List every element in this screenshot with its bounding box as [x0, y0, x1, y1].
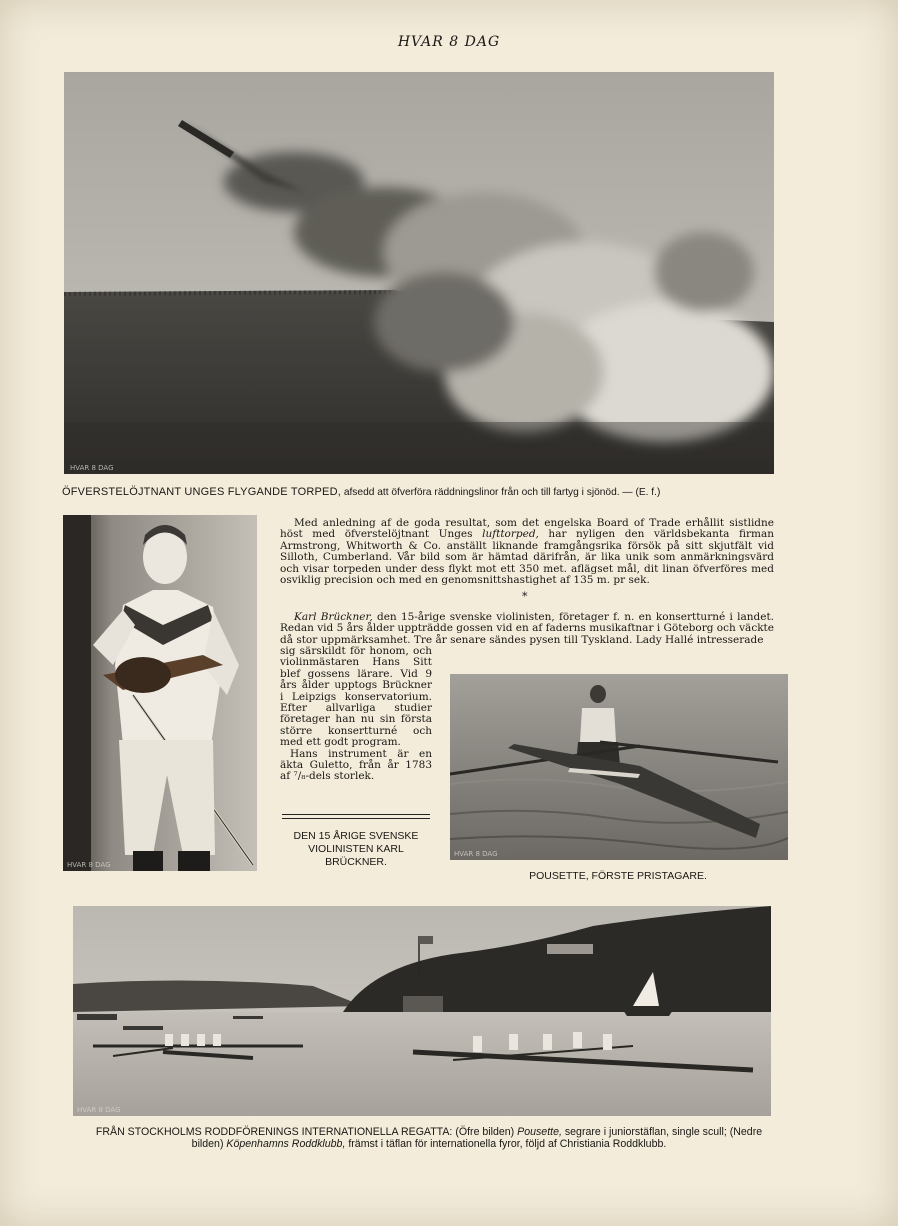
text-run: den 15-årige svenske violinisten, företager f. n. en konsertturné i landet. Redan vid 5 års ålder uppträdde gossen vid en af faderns musikaftnar i Göteborg och väckte då stor uppmärksamhet. Tre år senare sändes pysen till Tyskland. Lady Hallé intresserade: [280, 611, 774, 646]
narrow-paragraph: sig särskildt för honom, och violinmästaren Hans Sitt blef gossens lärare. Vid 9 års ålder upptogs Brückner i Leipzigs konservatorium. Efter allvarliga studier företager han nu sin första större konsertturné och med ett godt program.: [280, 645, 432, 749]
text-run-italic: Pousette,: [517, 1126, 562, 1138]
text-run: främst i täflan för internationella fyror, följd af Christiania Roddklubb.: [345, 1138, 667, 1150]
photo-watermark: HVAR 8 DAG: [70, 464, 114, 472]
violinist-article-paragraph: [280, 612, 774, 646]
violinist-name: Karl Brückner,: [294, 611, 373, 623]
text-run: (Öfre bilden): [452, 1126, 518, 1138]
section-separator: *: [522, 590, 528, 603]
torpedo-photo: [64, 72, 774, 474]
violinist-photo: [63, 515, 257, 871]
text-run-italic: lufttorped,: [482, 528, 539, 541]
regatta-caption-title: FRÅN STOCKHOLMS RODDFÖRENINGS INTERNATIONELLA REGATTA:: [95, 1126, 453, 1138]
photo-watermark: HVAR 8 DAG: [67, 861, 111, 869]
instrument-paragraph: Hans instrument är en äkta Guletto, från år 1783 af ⁷/₈-dels storlek.: [280, 747, 432, 783]
page-header: HVAR 8 DAG: [397, 34, 501, 50]
violinist-article-narrow: [280, 646, 432, 783]
rower-photo: [450, 674, 788, 860]
torpedo-article-paragraph: [280, 518, 774, 586]
violinist-caption: DEN 15 ÅRIGE SVENSKE VIOLINISTEN KARL BRÜCKNER.: [293, 830, 419, 868]
torpedo-article: [280, 518, 774, 586]
torpedo-caption-title: ÖFVERSTELÖJTNANT UNGES FLYGANDE TORPED,: [62, 486, 341, 498]
text-run: har nyligen den världsbekanta firman Armstrong, Whitworth & Co. anställt liknande framgångsrika försök på sitt skjutfält vid Silloth, Cumberland. Vår bild som är hämtad därifrån, är lika unik som anmärkningsvärd och visar torpeden under dess flykt mot ett 350 met. aflägset mål, dit linan öfverföres med osviklig precision och med en genomsnittshastighet af 135 m. pr sek.: [280, 528, 774, 587]
text-run: segrare i juniorstäflan, single scull; (Nedre bilden): [191, 1126, 763, 1150]
caption-rule: [282, 818, 430, 819]
violinist-article-intro: [280, 612, 774, 646]
regatta-photo: [73, 906, 771, 1116]
torpedo-caption-text: afsedd att öfverföra räddningslinor från och till fartyg i sjönöd. — (E. f.): [340, 487, 661, 498]
regatta-caption: [84, 1126, 774, 1150]
caption-rule: [282, 814, 430, 815]
photo-watermark: HVAR 8 DAG: [454, 850, 498, 858]
text-run-italic: Köpenhamns Roddklubb,: [226, 1138, 346, 1150]
torpedo-caption: [62, 486, 802, 499]
rower-caption: POUSETTE, FÖRSTE PRISTAGARE.: [529, 870, 707, 882]
photo-watermark: HVAR 8 DAG: [77, 1106, 121, 1114]
text-run: Med anledning af de goda resultat, som det engelska Board of Trade erhållit sistlidne höst med öfverstelöjtnant Unges: [280, 517, 774, 541]
